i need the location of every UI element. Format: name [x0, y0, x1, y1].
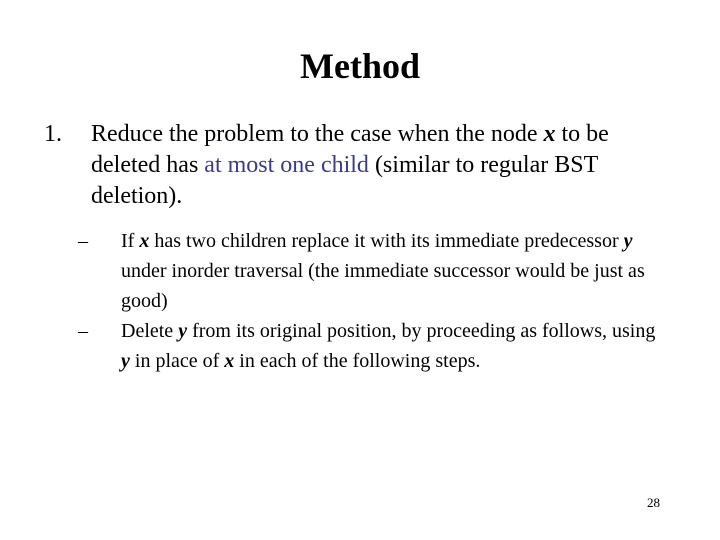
variable-y: y [121, 350, 130, 372]
text-segment: (similar to regular BST deletion). [91, 152, 598, 209]
sub-item-text [121, 316, 658, 376]
text-segment: in each of the following steps. [234, 350, 481, 372]
dash-bullet: – [78, 230, 88, 252]
text-segment: Delete [121, 320, 179, 342]
sub-item-text [121, 226, 658, 316]
variable-x: x [139, 230, 150, 252]
variable-y: y [623, 230, 633, 252]
page-number: 28 [647, 495, 660, 510]
list-item-number: 1. [44, 121, 62, 147]
sub-item-2 [78, 316, 658, 376]
text-segment: to be deleted has [91, 121, 609, 178]
text-segment: Reduce the problem to the case when the node [91, 121, 544, 147]
variable-x: x [224, 350, 235, 372]
text-segment: has two children replace it with its immediate predecessor [149, 230, 624, 252]
text-segment: under inorder traversal (the immediate successor would be just as good) [121, 260, 645, 312]
variable-x: x [543, 121, 556, 147]
list-item-1 [44, 119, 674, 212]
sub-item-1 [78, 226, 658, 316]
slide-title: Method [300, 46, 420, 86]
text-segment: in place of [129, 350, 225, 372]
text-segment: from its original position, by proceeding as follows, using [187, 320, 656, 342]
highlighted-phrase: at most one child [204, 152, 369, 178]
text-segment: If [121, 230, 140, 252]
variable-y: y [178, 320, 188, 342]
list-item-text [91, 119, 674, 212]
dash-bullet: – [78, 320, 88, 342]
